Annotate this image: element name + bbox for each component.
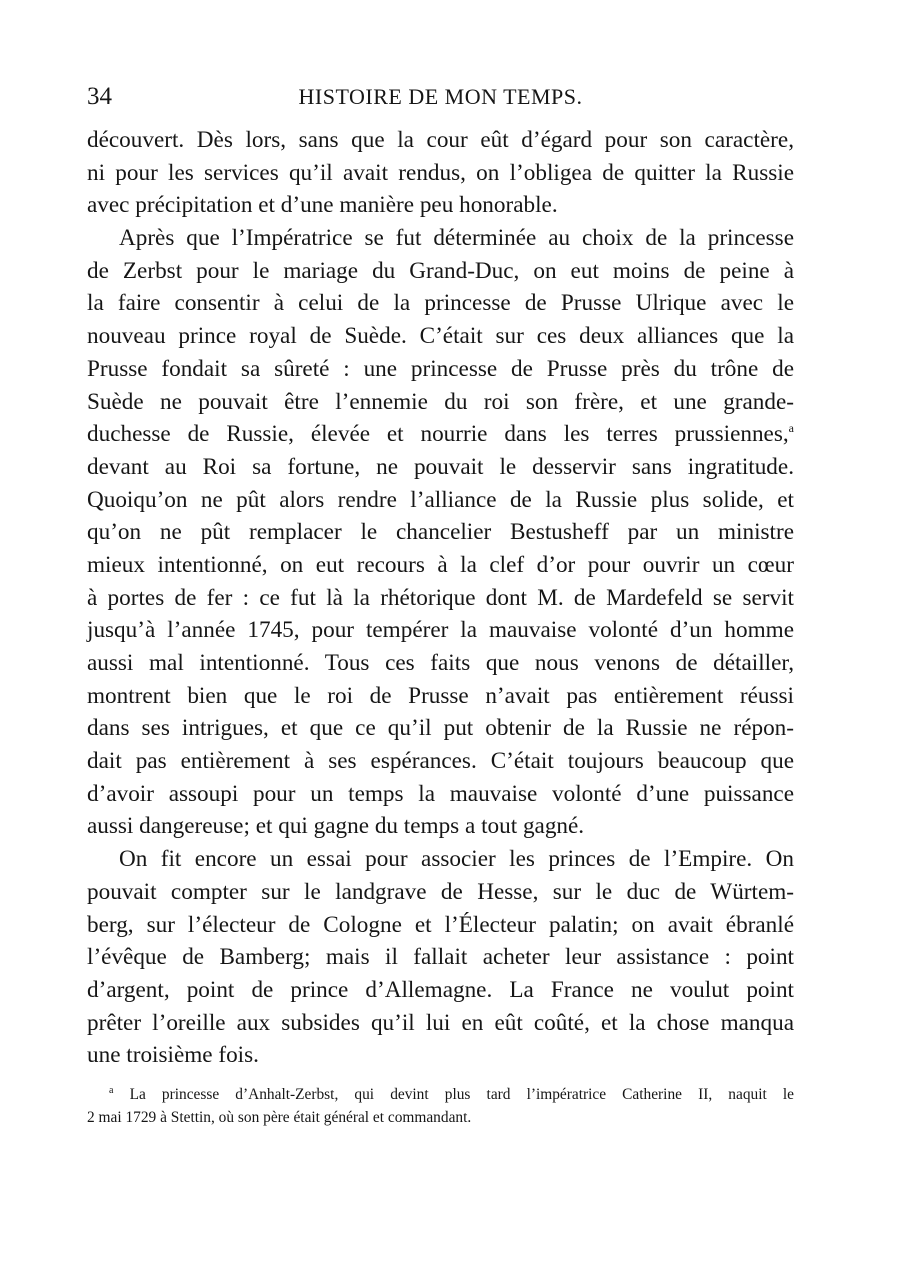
text-line: mieux intentionné, on eut recours à la clef d’or pour ouvrir un cœur — [87, 551, 794, 578]
footnote-line — [87, 1083, 794, 1106]
text-line: ni pour les services qu’il avait rendus, on l’obligea de quitter la Russie — [87, 159, 794, 186]
text-line: devant au Roi sa fortune, ne pouvait le desservir sans ingratitude. — [87, 453, 794, 480]
text-line: aussi dangereuse; et qui gagne du temps a tout gagné. — [87, 813, 585, 840]
paragraph-1 — [87, 124, 794, 222]
text-line: avec précipitation et d’une manière peu honorable. — [87, 192, 558, 219]
text-line: la faire consentir à celui de la princesse de Prusse Ulrique avec le — [87, 290, 794, 317]
text-line-with-note — [87, 418, 794, 451]
footnote-reference[interactable]: a — [788, 421, 794, 436]
text-line: de Zerbst pour le mariage du Grand-Duc, on eut moins de peine à — [87, 257, 794, 284]
text-line: à portes de fer : ce fut là la rhétorique dont M. de Mardefeld se servit — [87, 584, 794, 611]
text-line: d’avoir assoupi pour un temps la mauvaise volonté d’une puissance — [87, 780, 794, 807]
body-text — [87, 124, 794, 1072]
text-line: montrent bien que le roi de Prusse n’avait pas entièrement réussi — [87, 682, 794, 709]
page-number: 34 — [87, 83, 112, 110]
paragraph-2 — [87, 222, 794, 843]
running-head — [87, 80, 794, 114]
paragraph-3 — [87, 843, 794, 1072]
text-line: d’argent, point de prince d’Allemagne. La France ne voulut point — [87, 976, 794, 1003]
text-line: Suède ne pouvait être l’ennemie du roi son frère, et une grande- — [87, 388, 794, 415]
footnote-line: 2 mai 1729 à Stettin, où son père était général et commandant. — [87, 1109, 472, 1126]
footnote-marker: a — [109, 1085, 114, 1096]
text-line: On fit encore un essai pour associer les princes de l’Empire. On — [119, 846, 794, 873]
text-line: Prusse fondait sa sûreté : une princesse de Prusse près du trône de — [87, 355, 794, 382]
text-line: pouvait compter sur le landgrave de Hesse, sur le duc de Würtem- — [87, 878, 794, 905]
text-line: nouveau prince royal de Suède. C’était sur ces deux alliances que la — [87, 323, 794, 350]
text-line: Après que l’Impératrice se fut déterminée au choix de la princesse — [119, 225, 794, 252]
text-line: qu’on ne pût remplacer le chancelier Bestusheff par un ministre — [87, 519, 794, 546]
text-line: Quoiqu’on ne pût alors rendre l’alliance de la Russie plus solide, et — [87, 486, 794, 513]
text-line: prêter l’oreille aux subsides qu’il lui en eût coûté, et la chose manqua — [87, 1009, 794, 1036]
text-line: aussi mal intentionné. Tous ces faits que nous venons de détailler, — [87, 650, 794, 676]
text-line-content: duchesse de Russie, élevée et nourrie dans les terres prussiennes, — [87, 421, 789, 448]
footnote — [87, 1083, 794, 1129]
footnote-text: La princesse d’Anhalt-Zerbst, qui devint plus tard l’impératrice Catherine II, naquit le — [129, 1086, 794, 1103]
text-line: l’évêque de Bamberg; mais il fallait acheter leur assistance : point — [87, 944, 794, 971]
text-line: berg, sur l’électeur de Cologne et l’Électeur palatin; on avait ébranlé — [87, 911, 794, 938]
running-title: HISTOIRE DE MON TEMPS. — [298, 84, 583, 109]
text-line: une troisième fois. — [87, 1042, 259, 1069]
text-line: découvert. Dès lors, sans que la cour eût d’égard pour son caractère, — [87, 127, 794, 153]
text-line: dait pas entièrement à ses espérances. C’était toujours beaucoup que — [87, 748, 794, 775]
text-line: jusqu’à l’année 1745, pour tempérer la mauvaise volonté d’un homme — [87, 617, 794, 644]
text-line: dans ses intrigues, et que ce qu’il put obtenir de la Russie ne répon- — [87, 715, 794, 742]
